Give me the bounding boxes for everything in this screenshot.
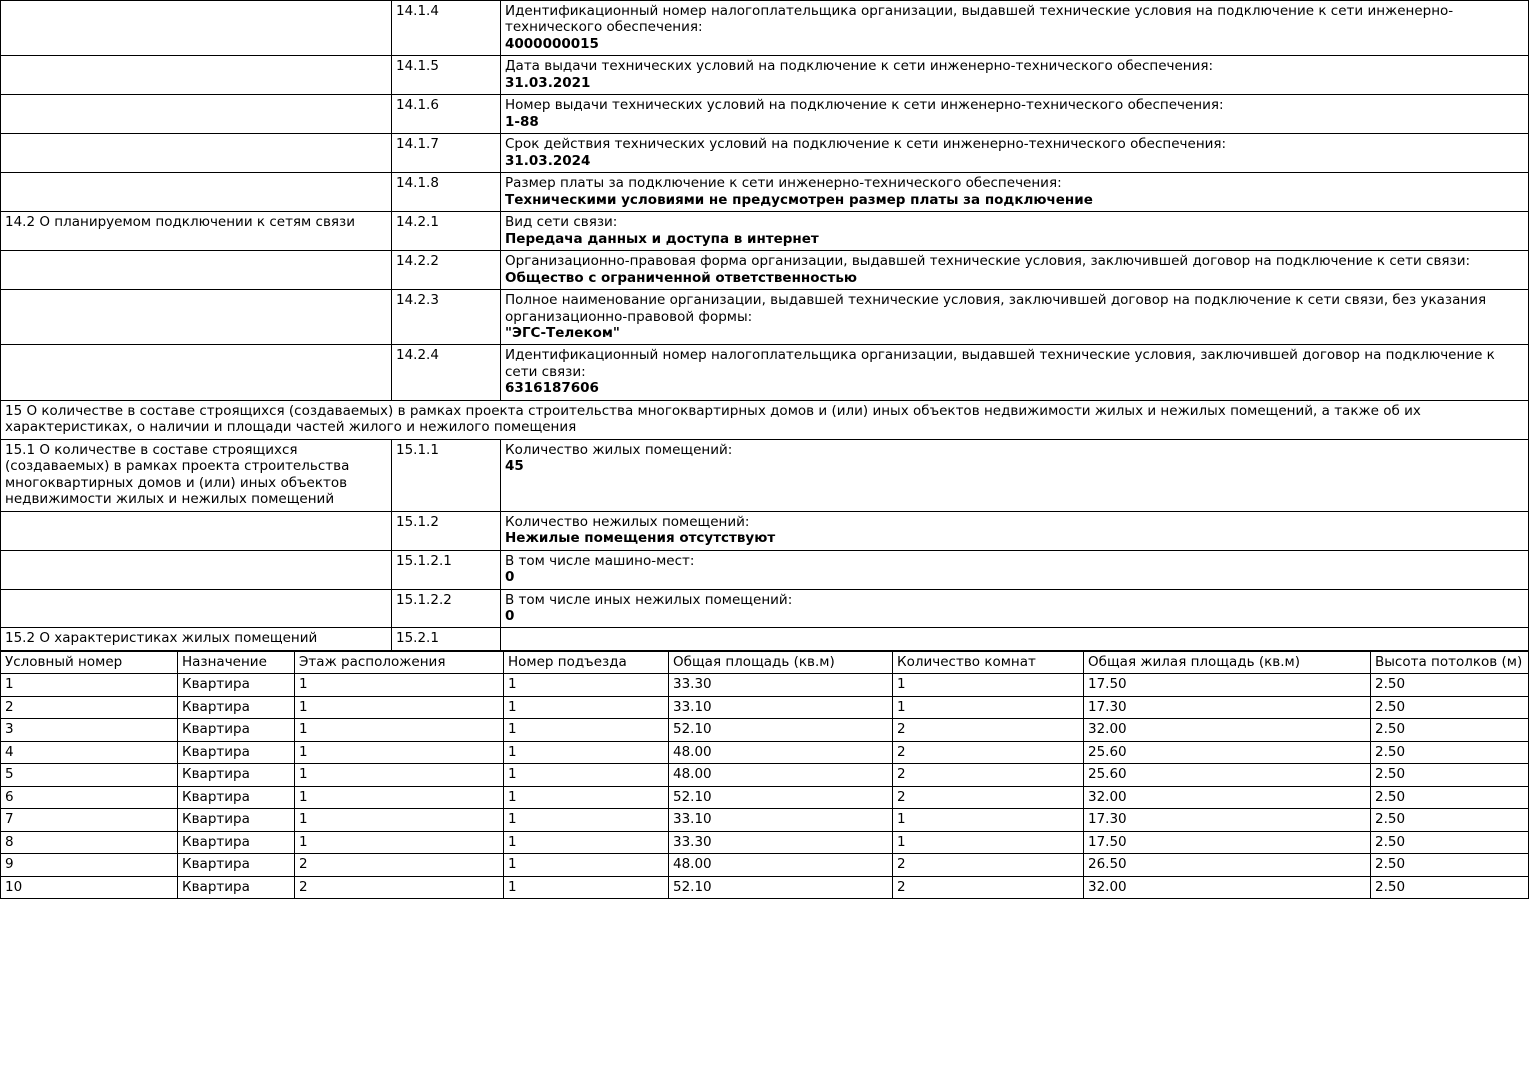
cell-total-area: 48.00 [669, 741, 893, 763]
cell-rooms: 1 [893, 674, 1084, 696]
cell-total-area: 48.00 [669, 764, 893, 786]
table-row [1, 741, 1529, 763]
cell-ceiling-height: 2.50 [1371, 876, 1529, 898]
cell-entrance: 1 [504, 674, 669, 696]
table-row [1, 439, 1529, 511]
row-value-cell [501, 56, 1529, 95]
cell-purpose: Квартира [178, 674, 295, 696]
row-text: Дата выдачи технических условий на подключение к сети инженерно-технического обеспечения: [505, 58, 1214, 75]
row-label [1, 251, 392, 290]
row-value: "ЭГС-Телеком" [505, 324, 620, 341]
row-text: Размер платы за подключение к сети инженерно-технического обеспечения: [505, 175, 1062, 192]
table-row [1, 56, 1529, 95]
cell-floor: 1 [295, 831, 504, 853]
cell-living-area: 17.30 [1084, 696, 1371, 718]
row-number: 14.1.4 [392, 1, 501, 56]
cell-conditional-number: 6 [1, 786, 178, 808]
cell-entrance: 1 [504, 764, 669, 786]
row-label [1, 550, 392, 589]
row-text: Идентификационный номер налогоплательщика организации, выдавшей технические условия на подключение к сети инженерно-технического обеспечения: [505, 3, 1454, 36]
row-value: Техническими условиями не предусмотрен размер платы за подключение [505, 191, 1093, 208]
cell-total-area: 33.10 [669, 809, 893, 831]
row-text: Полное наименование организации, выдавшей технические условия, заключившей договор на подключение к сети связи, без указания организационно-правовой формы: [505, 292, 1487, 325]
cell-purpose: Квартира [178, 786, 295, 808]
row-label [1, 134, 392, 173]
row-value-cell [501, 212, 1529, 251]
row-value-cell [501, 439, 1529, 511]
table-row [1, 719, 1529, 741]
row-value-cell [501, 95, 1529, 134]
row-text: Вид сети связи: [505, 214, 618, 231]
cell-conditional-number: 4 [1, 741, 178, 763]
column-header-ceiling-height: Высота потолков (м) [1371, 651, 1529, 673]
cell-total-area: 48.00 [669, 854, 893, 876]
cell-purpose: Квартира [178, 831, 295, 853]
cell-purpose: Квартира [178, 764, 295, 786]
cell-living-area: 32.00 [1084, 876, 1371, 898]
cell-ceiling-height: 2.50 [1371, 741, 1529, 763]
row-text: Идентификационный номер налогоплательщика организации, выдавшей технические условия, заключившей договор на подключение к сети связи: [505, 347, 1495, 380]
cell-purpose: Квартира [178, 876, 295, 898]
cell-ceiling-height: 2.50 [1371, 786, 1529, 808]
cell-purpose: Квартира [178, 854, 295, 876]
cell-entrance: 1 [504, 719, 669, 741]
cell-living-area: 26.50 [1084, 854, 1371, 876]
table-row [1, 628, 1529, 650]
row-value: 6316187606 [505, 380, 599, 397]
cell-ceiling-height: 2.50 [1371, 674, 1529, 696]
cell-total-area: 52.10 [669, 876, 893, 898]
row-value-cell [501, 290, 1529, 345]
table-row [1, 786, 1529, 808]
row-label [1, 56, 392, 95]
cell-ceiling-height: 2.50 [1371, 719, 1529, 741]
row-number: 14.1.5 [392, 56, 501, 95]
cell-floor: 1 [295, 696, 504, 718]
table-row [1, 212, 1529, 251]
row-number: 14.2.1 [392, 212, 501, 251]
row-label: 14.2 О планируемом подключении к сетям связи [1, 212, 392, 251]
column-header-total-area: Общая площадь (кв.м) [669, 651, 893, 673]
table-row [1, 290, 1529, 345]
cell-living-area: 17.50 [1084, 674, 1371, 696]
row-text: В том числе машино-мест: [505, 552, 695, 569]
cell-total-area: 52.10 [669, 719, 893, 741]
cell-rooms: 1 [893, 831, 1084, 853]
cell-entrance: 1 [504, 831, 669, 853]
cell-conditional-number: 7 [1, 809, 178, 831]
row-value: 45 [505, 458, 524, 475]
cell-rooms: 2 [893, 854, 1084, 876]
row-number: 14.2.4 [392, 345, 501, 400]
cell-ceiling-height: 2.50 [1371, 764, 1529, 786]
cell-conditional-number: 10 [1, 876, 178, 898]
row-text: Организационно-правовая форма организации, выдавшей технические условия, заключившей договор на подключение к сети связи: [505, 253, 1471, 270]
cell-purpose: Квартира [178, 719, 295, 741]
cell-rooms: 2 [893, 786, 1084, 808]
cell-living-area: 25.60 [1084, 764, 1371, 786]
apartments-table-head [1, 651, 1529, 673]
table-row [1, 764, 1529, 786]
table-row [1, 854, 1529, 876]
table-row [1, 511, 1529, 550]
row-value: Передача данных и доступа в интернет [505, 230, 819, 247]
row-value-cell [501, 511, 1529, 550]
row-value-cell [501, 134, 1529, 173]
cell-rooms: 2 [893, 764, 1084, 786]
table-row [1, 831, 1529, 853]
row-label [1, 1, 392, 56]
row-value: 0 [505, 608, 515, 624]
cell-floor: 2 [295, 854, 504, 876]
section-15-heading: 15 О количестве в составе строящихся (создаваемых) в рамках проекта строительства многоквартирных домов и (или) иных объектов недвижимости жилых и нежилых помещений, а также об их характеристиках, о наличии и площади частей жилого и нежилого помещения [1, 400, 1529, 439]
section-15-2-label: 15.2 О характеристиках жилых помещений [1, 628, 392, 650]
row-number: 15.1.2.1 [392, 550, 501, 589]
section-15-1-group-label: 15.1 О количестве в составе строящихся (создаваемых) в рамках проекта строительства многоквартирных домов и (или) иных объектов недвижимости жилых и нежилых помещений [1, 439, 392, 511]
section-15-heading-row [1, 400, 1529, 439]
apartments-table [0, 651, 1529, 899]
cell-living-area: 25.60 [1084, 741, 1371, 763]
row-label [1, 173, 392, 212]
row-number: 15.1.2 [392, 511, 501, 550]
row-value: 31.03.2021 [505, 74, 591, 91]
cell-floor: 2 [295, 876, 504, 898]
cell-total-area: 33.30 [669, 674, 893, 696]
row-value: 0 [505, 569, 515, 586]
cell-rooms: 1 [893, 809, 1084, 831]
row-number: 14.1.8 [392, 173, 501, 212]
cell-floor: 1 [295, 764, 504, 786]
table-row [1, 134, 1529, 173]
column-header-rooms: Количество комнат [893, 651, 1084, 673]
cell-conditional-number: 1 [1, 674, 178, 696]
row-label [1, 345, 392, 400]
cell-floor: 1 [295, 741, 504, 763]
cell-floor: 1 [295, 786, 504, 808]
table-row [1, 251, 1529, 290]
row-number: 14.2.3 [392, 290, 501, 345]
cell-rooms: 1 [893, 696, 1084, 718]
row-value-cell [501, 251, 1529, 290]
row-value: Нежилые помещения отсутствуют [505, 530, 776, 547]
table-row [1, 95, 1529, 134]
table-row [1, 674, 1529, 696]
row-text: В том числе иных нежилых помещений: [505, 591, 793, 608]
row-value: Общество с ограниченной ответственностью [505, 269, 857, 286]
table-row [1, 1, 1529, 56]
table-row [1, 550, 1529, 589]
cell-entrance: 1 [504, 696, 669, 718]
section-14-body [1, 1, 1529, 651]
row-label [1, 95, 392, 134]
row-value: 4000000015 [505, 35, 599, 52]
table-row [1, 809, 1529, 831]
table-row [1, 173, 1529, 212]
cell-entrance: 1 [504, 786, 669, 808]
table-row [1, 345, 1529, 400]
cell-ceiling-height: 2.50 [1371, 831, 1529, 853]
cell-rooms: 2 [893, 876, 1084, 898]
column-header-entrance: Номер подъезда [504, 651, 669, 673]
cell-living-area: 32.00 [1084, 786, 1371, 808]
cell-entrance: 1 [504, 741, 669, 763]
cell-ceiling-height: 2.50 [1371, 854, 1529, 876]
row-label [1, 511, 392, 550]
row-number: 14.1.6 [392, 95, 501, 134]
row-value-cell [501, 589, 1529, 628]
column-header-purpose: Назначение [178, 651, 295, 673]
cell-rooms: 2 [893, 719, 1084, 741]
row-value-cell [501, 550, 1529, 589]
apartments-table-body [1, 674, 1529, 899]
cell-floor: 1 [295, 674, 504, 696]
row-number: 15.1.2.2 [392, 589, 501, 628]
table-row [1, 696, 1529, 718]
cell-rooms: 2 [893, 741, 1084, 763]
table-header-row [1, 651, 1529, 673]
row-text: Количество нежилых помещений: [505, 513, 750, 530]
section-15-2-value [501, 628, 1529, 650]
row-value: 1-88 [505, 113, 539, 130]
cell-living-area: 32.00 [1084, 719, 1371, 741]
cell-purpose: Квартира [178, 809, 295, 831]
row-number: 15.1.1 [392, 439, 501, 511]
row-text: Срок действия технических условий на подключение к сети инженерно-технического обеспечения: [505, 136, 1227, 153]
cell-purpose: Квартира [178, 696, 295, 718]
row-value: 31.03.2024 [505, 152, 591, 169]
column-header-conditional-number: Условный номер [1, 651, 178, 673]
row-value-cell [501, 1, 1529, 56]
cell-ceiling-height: 2.50 [1371, 696, 1529, 718]
table-row [1, 876, 1529, 898]
cell-entrance: 1 [504, 809, 669, 831]
row-text: Количество жилых помещений: [505, 441, 733, 458]
cell-total-area: 52.10 [669, 786, 893, 808]
row-label [1, 290, 392, 345]
cell-entrance: 1 [504, 876, 669, 898]
cell-purpose: Квартира [178, 741, 295, 763]
cell-conditional-number: 8 [1, 831, 178, 853]
table-row [1, 589, 1529, 628]
row-number: 14.1.7 [392, 134, 501, 173]
cell-conditional-number: 9 [1, 854, 178, 876]
row-label [1, 589, 392, 628]
cell-living-area: 17.50 [1084, 831, 1371, 853]
row-value-cell [501, 345, 1529, 400]
cell-conditional-number: 3 [1, 719, 178, 741]
cell-entrance: 1 [504, 854, 669, 876]
row-value-cell [501, 173, 1529, 212]
row-text: Номер выдачи технических условий на подключение к сети инженерно-технического обеспечения: [505, 97, 1224, 114]
cell-conditional-number: 5 [1, 764, 178, 786]
cell-total-area: 33.10 [669, 696, 893, 718]
cell-ceiling-height: 2.50 [1371, 809, 1529, 831]
section-15-2-number: 15.2.1 [392, 628, 501, 650]
column-header-floor: Этаж расположения [295, 651, 504, 673]
cell-floor: 1 [295, 809, 504, 831]
cell-total-area: 33.30 [669, 831, 893, 853]
cell-floor: 1 [295, 719, 504, 741]
row-number: 14.2.2 [392, 251, 501, 290]
cell-living-area: 17.30 [1084, 809, 1371, 831]
column-header-living-area: Общая жилая площадь (кв.м) [1084, 651, 1371, 673]
cell-conditional-number: 2 [1, 696, 178, 718]
